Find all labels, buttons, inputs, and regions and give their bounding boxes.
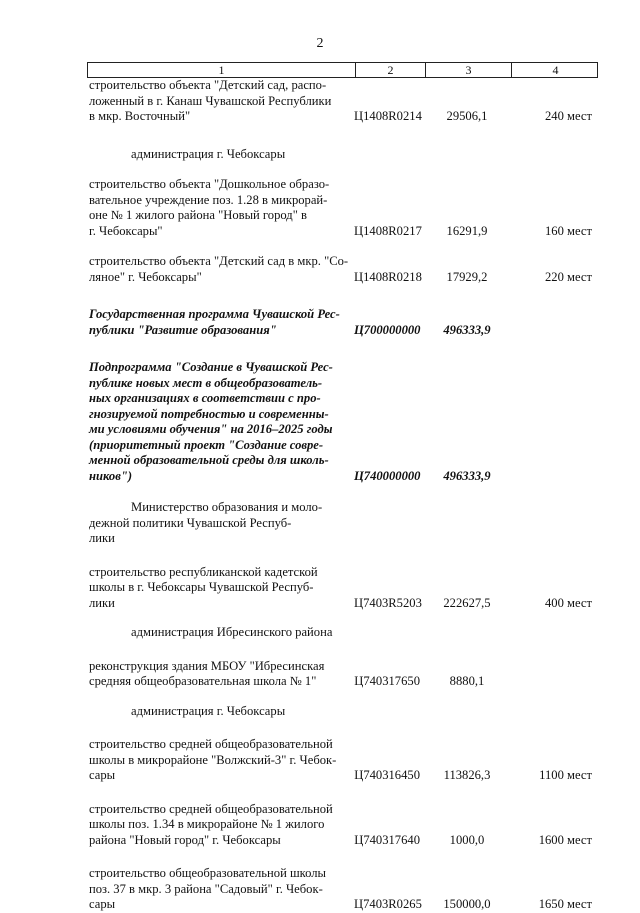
table-row — [87, 802, 598, 849]
description-line: поз. 37 в мкр. 3 района "Садовый" г. Чебок- — [89, 881, 323, 896]
row-capacity: 220 мест — [544, 269, 592, 284]
row-code: Ц740000000 — [354, 468, 421, 483]
table-row — [87, 866, 598, 913]
table-body — [87, 78, 598, 913]
row-amount: 17929,2 — [446, 269, 488, 284]
row-capacity: 240 мест — [544, 109, 592, 123]
description-line: публики "Развитие образования" — [89, 322, 277, 337]
description-line: Министерство образования и моло- — [131, 500, 323, 514]
row-amount: 150000,0 — [443, 897, 491, 911]
row-description — [87, 360, 354, 484]
row-code: Ц1408R0217 — [354, 223, 422, 238]
description-line: школы поз. 1.34 в микрорайоне № 1 жилого — [89, 817, 325, 831]
description-line: администрация г. Чебоксары — [131, 703, 286, 718]
description-line: (приоритетный проект "Создание совре- — [89, 437, 324, 452]
description-line: ляное" г. Чебоксары" — [89, 269, 202, 284]
row-amount: 16291,9 — [446, 223, 488, 238]
row-amount: 496333,9 — [443, 468, 491, 483]
description-line: строительство республиканской кадетской — [89, 564, 318, 579]
row-code: Ц700000000 — [354, 322, 421, 337]
column-header-2: 2 — [355, 63, 425, 77]
row-description — [87, 659, 354, 690]
description-line: администрация г. Чебоксары — [131, 146, 286, 161]
budget-table — [87, 62, 598, 913]
description-line: публике новых мест в общеобразователь- — [89, 375, 323, 390]
description-line: школы в микрорайоне "Волжский-3" г. Чебок- — [89, 752, 337, 767]
description-line: строительство средней общеобразовательной — [89, 737, 333, 751]
row-description — [87, 565, 354, 612]
row-description — [87, 802, 354, 849]
description-line: дежной политики Чувашской Респуб- — [89, 515, 292, 530]
row-description — [87, 254, 354, 285]
row-code: Ц740317650 — [354, 674, 420, 688]
row-code: Ц740316450 — [354, 768, 420, 782]
row-code: Ц1408R0218 — [354, 269, 422, 284]
admin-row — [87, 704, 598, 720]
description-line: строительство общеобразовательной школы — [89, 866, 327, 880]
program-row — [87, 307, 598, 338]
row-capacity: 160 мест — [544, 223, 592, 238]
row-description — [87, 307, 354, 338]
row-description — [87, 625, 424, 641]
row-description — [87, 177, 354, 239]
admin-row — [87, 625, 598, 641]
row-description — [87, 78, 354, 125]
row-capacity: 1600 мест — [538, 832, 592, 847]
table-row — [87, 254, 598, 285]
page-number: 2 — [316, 36, 324, 51]
column-header-4: 4 — [511, 63, 599, 77]
table-row — [87, 565, 598, 612]
row-code: Ц7403R0265 — [354, 897, 422, 911]
column-header-3: 3 — [425, 63, 511, 77]
description-line: лики — [89, 531, 115, 545]
row-code: Ц7403R5203 — [354, 595, 422, 610]
description-line: района "Новый город" г. Чебоксары — [89, 832, 281, 847]
description-line: менной образовательной среды для школь- — [89, 453, 329, 467]
row-description — [87, 866, 354, 913]
description-line: школы в г. Чебоксары Чувашской Респуб- — [89, 580, 314, 594]
description-line: ложенный в г. Канаш Чувашской Республики — [89, 93, 332, 108]
admin-row — [87, 500, 598, 547]
row-description — [87, 500, 424, 547]
row-capacity: 400 мест — [544, 595, 592, 610]
row-capacity: 1650 мест — [538, 897, 592, 911]
table-row — [87, 78, 598, 125]
row-code: Ц1408R0214 — [354, 109, 422, 123]
row-description — [87, 147, 424, 163]
program-row — [87, 360, 598, 484]
description-line: реконструкция здания МБОУ "Ибресинская — [89, 658, 325, 673]
row-code: Ц740317640 — [354, 832, 420, 847]
description-line: лики — [89, 595, 115, 610]
description-line: в мкр. Восточный" — [89, 109, 191, 123]
row-capacity: 1100 мест — [539, 768, 592, 782]
description-line: строительство объекта "Детский сад в мкр. "Со- — [89, 254, 349, 268]
description-line: Государственная программа Чувашской Рес- — [89, 307, 340, 321]
description-line: гнозируемой потребностью и современны- — [89, 406, 329, 421]
description-line: ных организациях в соответствии с про- — [89, 391, 321, 405]
row-description — [87, 704, 424, 720]
description-line: г. Чебоксары" — [89, 223, 163, 238]
description-line: ми условиями обучения" на 2016–2025 годы — [89, 422, 333, 436]
description-line: оне № 1 жилого района "Новый город" в — [89, 208, 307, 222]
row-amount: 222627,5 — [443, 595, 491, 610]
table-row — [87, 177, 598, 239]
description-line: сары — [89, 897, 116, 911]
row-amount: 8880,1 — [449, 674, 485, 688]
row-amount: 29506,1 — [446, 109, 488, 123]
description-line: Подпрограмма "Создание в Чувашской Рес- — [89, 360, 333, 374]
table-header-row — [87, 63, 598, 78]
description-line: администрация Ибресинского района — [131, 625, 333, 639]
description-line: сары — [89, 768, 116, 782]
description-line: вательное учреждение поз. 1.28 в микрорай- — [89, 192, 328, 207]
table-row — [87, 659, 598, 690]
description-line: строительство объекта "Дошкольное образо- — [89, 177, 330, 191]
row-description — [87, 737, 354, 784]
description-line: средняя общеобразовательная школа № 1" — [89, 674, 317, 688]
column-header-1: 1 — [218, 63, 225, 77]
row-amount: 1000,0 — [449, 832, 485, 847]
admin-row — [87, 147, 598, 163]
description-line: ников") — [89, 468, 133, 483]
table-row — [87, 737, 598, 784]
row-amount: 496333,9 — [443, 322, 491, 337]
description-line: строительство средней общеобразовательной — [89, 801, 333, 816]
description-line: строительство объекта "Детский сад, распо- — [89, 78, 327, 92]
row-amount: 113826,3 — [443, 768, 491, 782]
